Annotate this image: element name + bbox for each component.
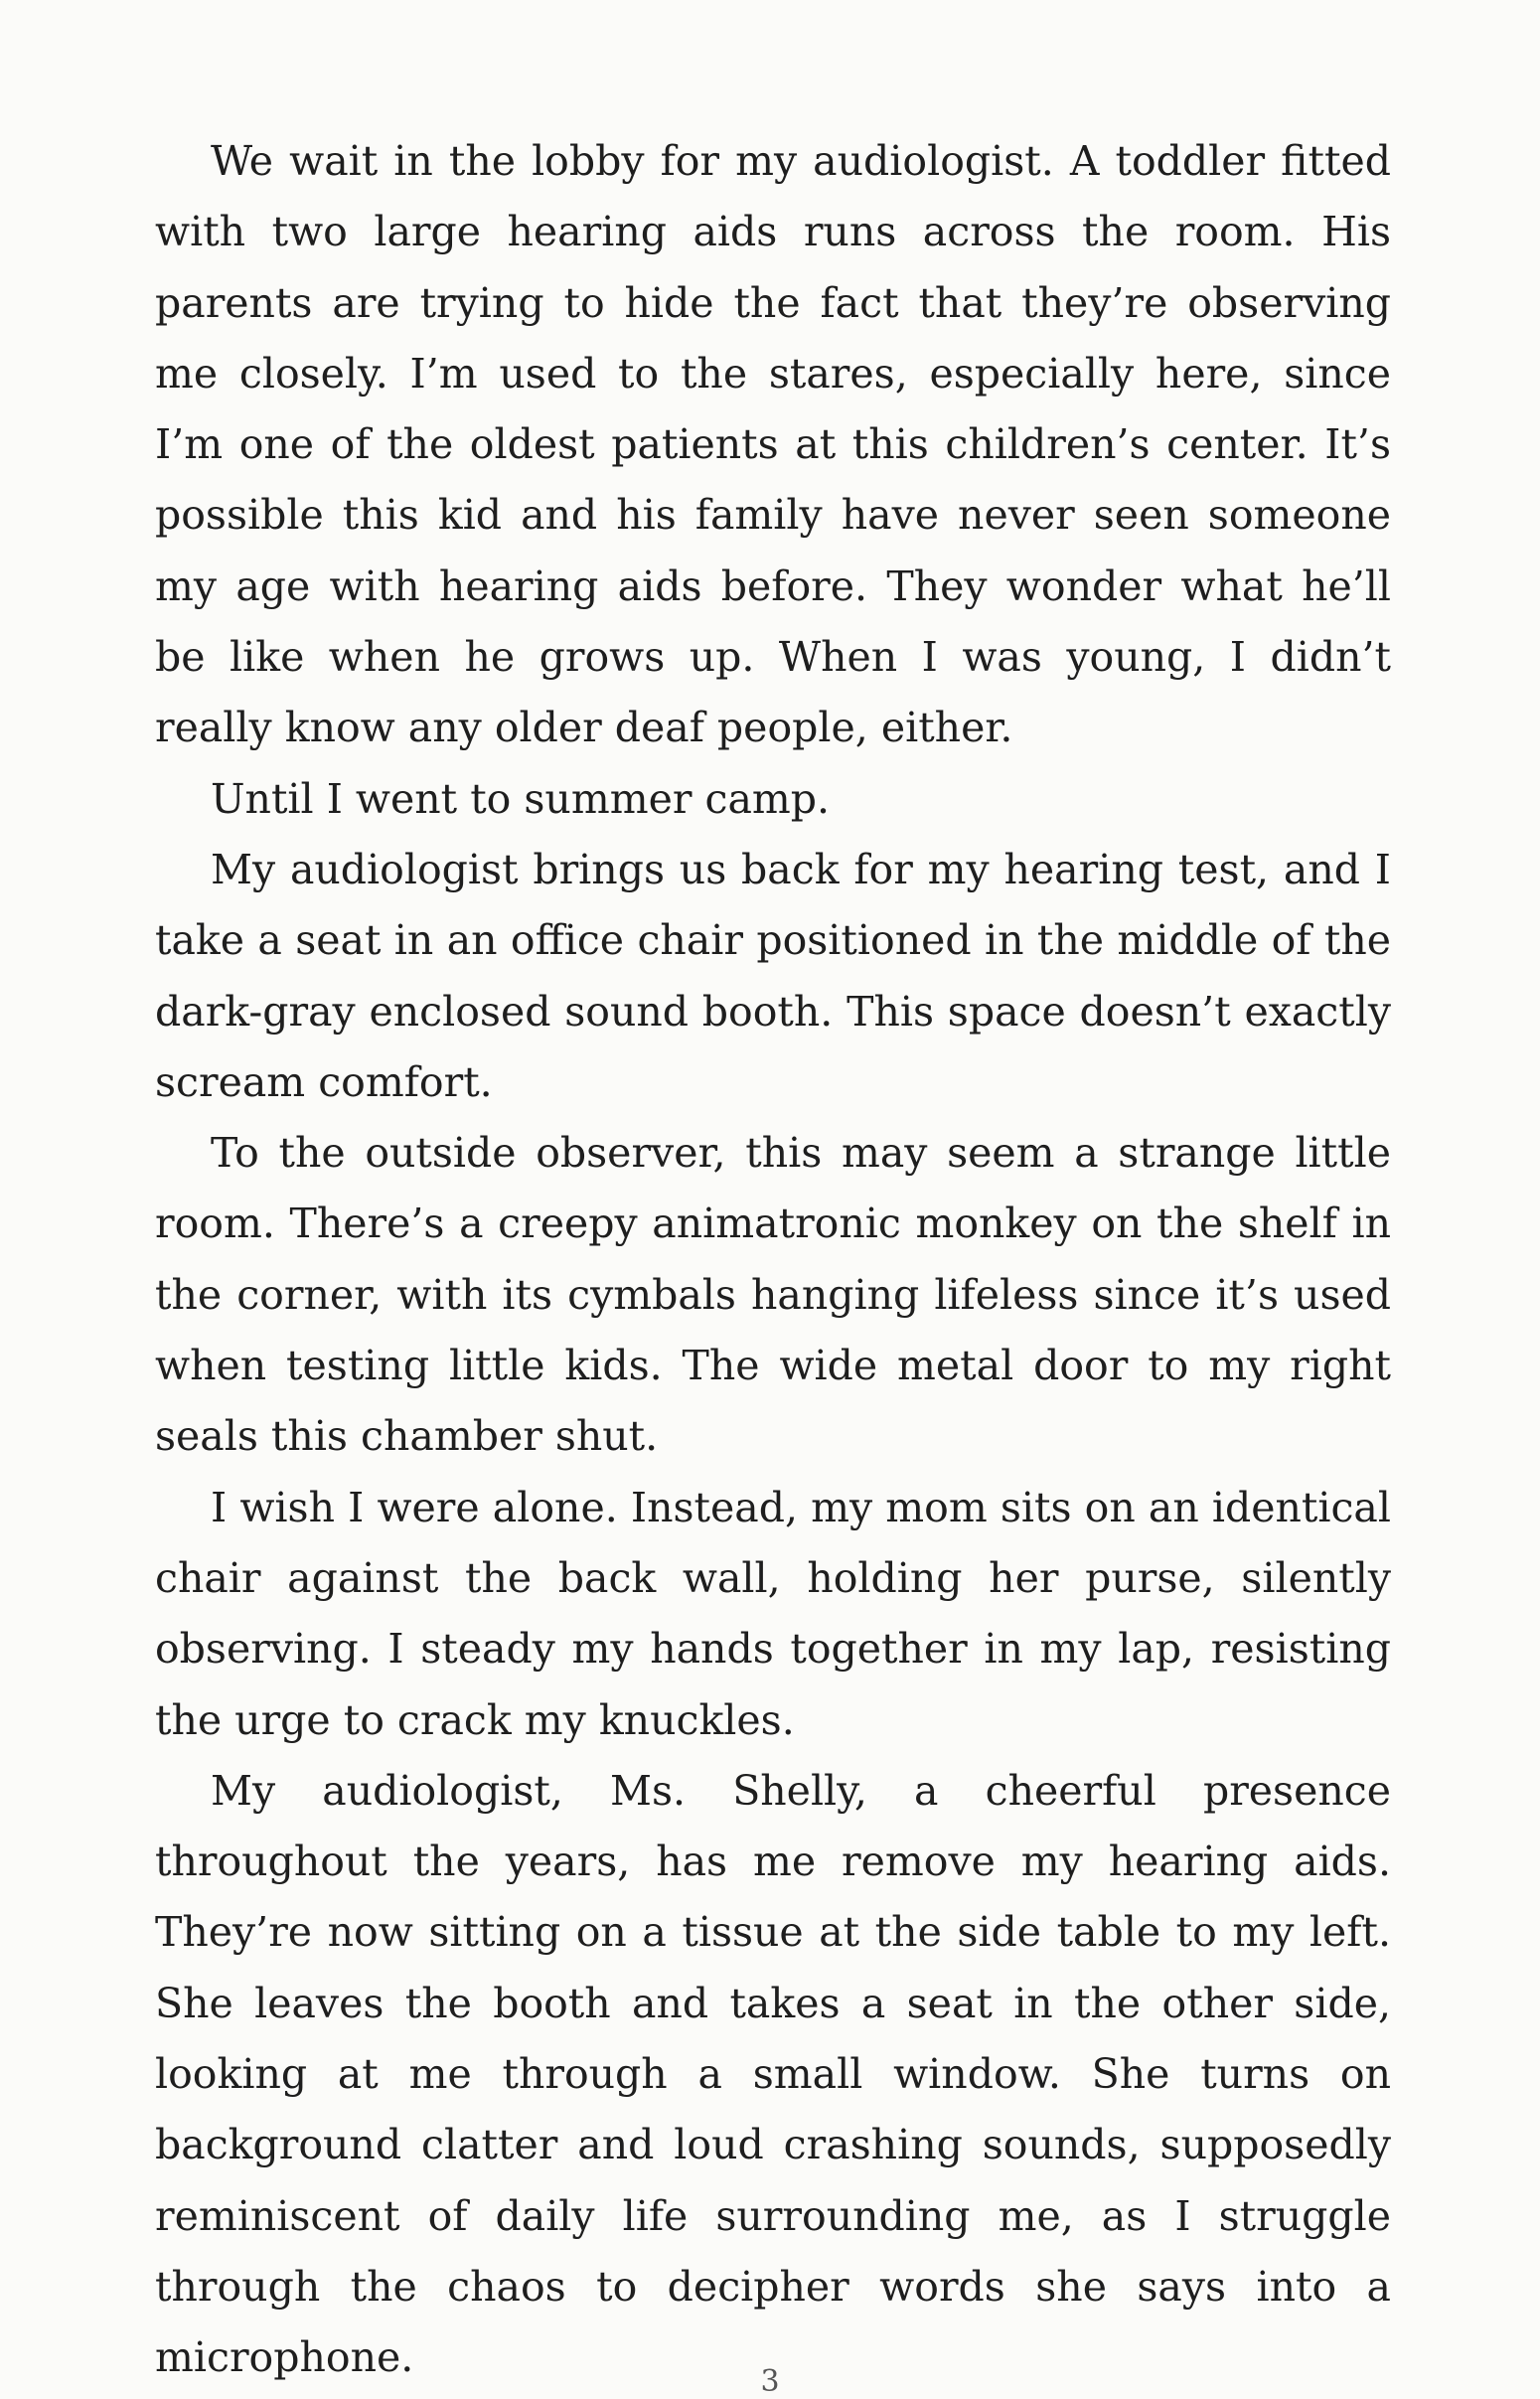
paragraph: My audiologist, Ms. Shelly, a cheerful presence throughout the years, has me remove my hearing aids. They’re now sitting on a tissue at the side table to my left. She leaves the booth and takes a seat in the other side, looking at me through a small window. She turns on background clatter and loud crashing sounds, supposedly reminiscent of daily life surrounding me, as I struggle through the chaos to decipher words she says into a microphone. bbox=[155, 1766, 1391, 2382]
paragraph: To the outside observer, this may seem a strange little room. There’s a creepy animatronic monkey on the shelf in the corner, with its cymbals hanging lifeless since it’s used when testing little kids. The wide metal door to my right seals this chamber shut. bbox=[155, 1129, 1391, 1461]
body-text bbox=[155, 126, 1391, 2394]
paragraph: My audiologist brings us back for my hearing test, and I take a seat in an office chair positioned in the middle of the dark-gray enclosed sound booth. This space doesn’t exactly scream comfort. bbox=[155, 845, 1391, 1106]
page-number: 3 bbox=[760, 2364, 780, 2399]
paragraph: Until I went to summer camp. bbox=[211, 774, 831, 823]
paragraph: I wish I were alone. Instead, my mom sits on an identical chair against the back wall, holding her purse, silently observing. I steady my hands together in my lap, resisting the urge to crack my knuckles. bbox=[155, 1483, 1391, 1744]
paragraph: We wait in the lobby for my audiologist. A toddler fitted with two large hearing aids runs across the room. His parents are trying to hide the fact that they’re observing me closely. I’m used to the stares, especially here, since I’m one of the oldest patients at this children’s center. It’s possible this kid and his family have never seen someone my age with hearing aids before. They wonder what he’ll be like when he grows up. When I was young, I didn’t really know any older deaf people, either. bbox=[155, 137, 1391, 752]
